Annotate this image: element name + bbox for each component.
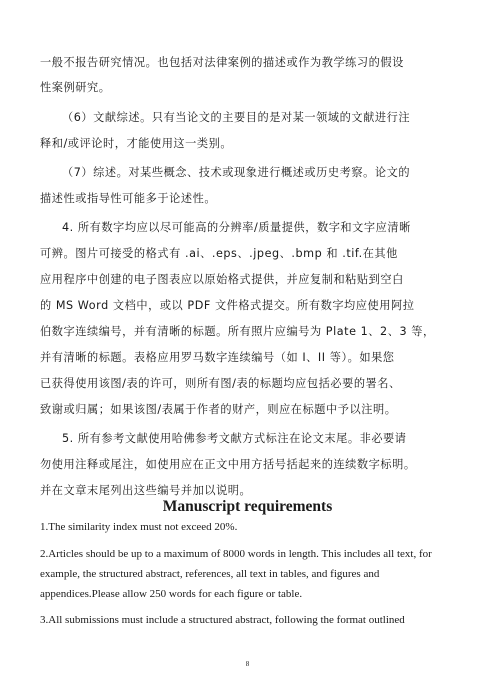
body-line: 可辨。图片可接受的格式有 .ai、.eps、.jpeg、.bmp 和 .tif.在其他 xyxy=(40,247,398,260)
requirement-line: example, the structured abstract, references, all text in tables, and figures and xyxy=(40,568,380,580)
requirement-line: 1.The similarity index must not exceed 20%. xyxy=(40,521,238,533)
body-line: 描述性或指导性可能多于论述性。 xyxy=(40,192,217,205)
page-number: 8 xyxy=(245,660,250,668)
body-line: 已获得使用该图/表的许可，则所有图/表的标题均应包括必要的署名、 xyxy=(40,377,401,390)
body-line: 并在文章末尾列出这些编号并加以说明。 xyxy=(40,484,252,497)
body-line: 伯数字连续编号，并有清晰的标题。所有照片应编号为 Plate 1、2、3 等， xyxy=(40,325,435,338)
body-line: 5. 所有参考文献使用哈佛参考文献方式标注在论文末尾。非必要请 xyxy=(62,432,407,445)
section-heading: Manuscript requirements xyxy=(162,498,333,515)
body-line: （7）综述。对某些概念、技术或现象进行概述或历史考察。论文的 xyxy=(62,166,411,179)
body-line: 4. 所有数字均应以尽可能高的分辨率/质量提供，数字和文字应清晰 xyxy=(62,221,411,234)
requirement-line: appendices.Please allow 250 words for each figure or table. xyxy=(40,588,303,600)
body-line: 致谢或归属；如果该图/表属于作者的财产，则应在标题中予以注明。 xyxy=(40,403,397,416)
body-line: 性案例研究。 xyxy=(40,81,111,94)
body-line: 的 MS Word 文档中，或以 PDF 文件格式提交。所有数字均应使用阿拉 xyxy=(40,299,415,312)
body-line: 勿使用注释或尾注，如使用应在正文中用方括号括起来的连续数字标明。 xyxy=(40,458,416,471)
body-line: 应用程序中创建的电子图表应以原始格式提供，并应复制和粘贴到空白 xyxy=(40,273,404,286)
body-line: 释和/或评论时，才能使用这一类别。 xyxy=(40,137,233,150)
body-line: 并有清晰的标题。表格应用罗马数字连续编号（如 I、II 等）。如果您 xyxy=(40,351,395,364)
body-line: （6）文献综述。只有当论文的主要目的是对某一领域的文献进行注 xyxy=(62,111,411,124)
body-line: 一般不报告研究情况。也包括对法律案例的描述或作为教学练习的假设 xyxy=(40,56,404,69)
requirement-line: 2.Articles should be up to a maximum of 8000 words in length. This includes all text, for xyxy=(40,548,432,560)
requirement-line: 3.All submissions must include a structured abstract, following the format outlined xyxy=(40,614,405,626)
